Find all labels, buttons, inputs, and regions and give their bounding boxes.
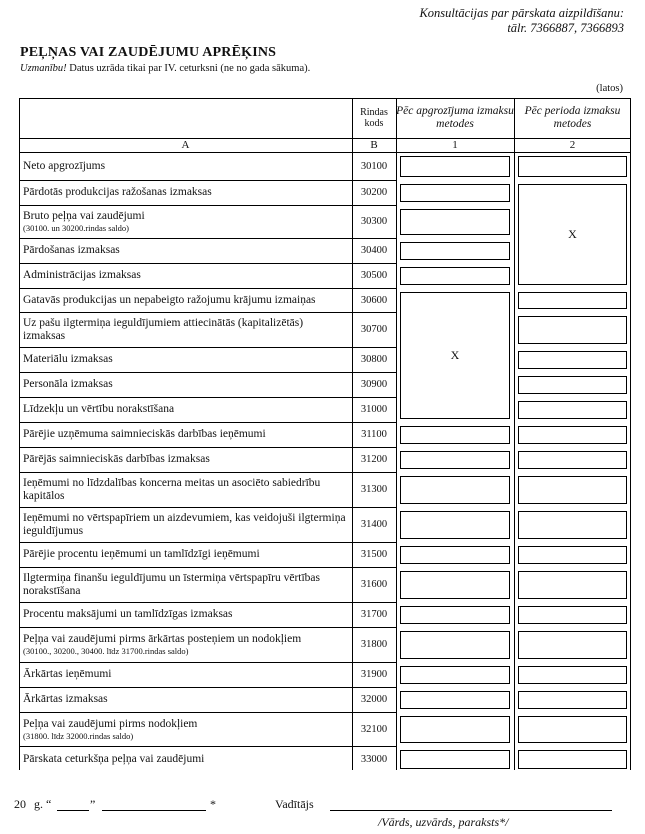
- value-input-col1[interactable]: [401, 185, 510, 202]
- value-input-col2[interactable]: [519, 452, 627, 469]
- value-input-col1[interactable]: [401, 572, 510, 599]
- row-label: [19, 397, 352, 422]
- row-label-text: Personāla izmaksas: [23, 378, 113, 390]
- row-label: [19, 288, 352, 312]
- signer-label: Vadītājs: [275, 797, 314, 811]
- value-input-col1[interactable]: [401, 210, 510, 235]
- row-label: [19, 152, 352, 180]
- row-label: [19, 472, 352, 507]
- value-input-col1[interactable]: [401, 632, 510, 659]
- value-input-col2[interactable]: [519, 477, 627, 504]
- value-input-col2[interactable]: [519, 427, 627, 444]
- warning-text: Datus uzrāda tikai par IV. ceturksni (ne no gada sākuma).: [69, 63, 311, 74]
- row-label-text: Uz pašu ilgtermiņa ieguldījumiem attiecinātās (kapitalizētās) izmaksas: [23, 316, 304, 342]
- value-input-col2[interactable]: [519, 547, 627, 564]
- row-label: [19, 687, 352, 712]
- row-code: 31700: [360, 609, 388, 620]
- row-label: [19, 312, 352, 347]
- row-label: [19, 627, 352, 662]
- value-input-col1[interactable]: [401, 547, 510, 564]
- profit-loss-table: [19, 98, 631, 770]
- row-label-text: Administrācijas izmaksas: [23, 269, 141, 281]
- units-note: (latos): [596, 83, 623, 94]
- date-year: 20: [14, 797, 26, 811]
- consultation-line: Konsultācijas par pārskata aizpildīšanu:: [419, 6, 624, 20]
- row-label: [19, 180, 352, 205]
- row-label: [19, 447, 352, 472]
- row-label-text: Materiālu izmaksas: [23, 353, 113, 365]
- row-label-text: Ilgtermiņa finanšu ieguldījumu un īstermiņa vērtspapīru vērtības norakstīšana: [23, 571, 321, 597]
- row-label: [19, 422, 352, 447]
- row-code: 30700: [360, 324, 388, 335]
- row-label: [19, 372, 352, 397]
- col-letter-a: A: [181, 139, 190, 151]
- row-label-text: Pārdošanas izmaksas: [23, 244, 120, 256]
- row-code: 31600: [360, 579, 388, 590]
- date-quote-close: ”: [90, 797, 96, 811]
- row-code: 31100: [361, 429, 387, 440]
- value-input-col2[interactable]: [519, 717, 627, 743]
- row-label-text: Gatavās produkcijas un nepabeigto ražojumu krājumu izmaiņas: [23, 293, 316, 306]
- row-code: 31400: [360, 519, 388, 530]
- col-letter-b: B: [370, 139, 378, 151]
- value-input-col1[interactable]: [401, 243, 510, 260]
- value-input-col2[interactable]: [519, 317, 627, 344]
- date-month-field[interactable]: [102, 810, 206, 811]
- row-code: 32000: [360, 694, 388, 705]
- value-input-col1[interactable]: [401, 477, 510, 504]
- row-label-note: (30100., 30200., 30400. līdz 31700.rindas saldo): [23, 646, 189, 656]
- value-input-col1[interactable]: [401, 717, 510, 743]
- row-code: 30400: [360, 245, 388, 256]
- value-input-col2[interactable]: [519, 402, 627, 419]
- value-input-col2[interactable]: [519, 377, 627, 394]
- row-code: 31200: [360, 454, 388, 465]
- row-code: 30300: [360, 216, 388, 227]
- row-label-text: Procentu maksājumi un tamlīdzīgas izmaksas: [23, 608, 233, 620]
- value-input-col2[interactable]: [519, 607, 627, 624]
- col-code-header: Rindas kods: [360, 107, 388, 129]
- consultation-phones: tālr. 7366887, 7366893: [507, 21, 624, 35]
- row-label-text: Ārkārtas izmaksas: [23, 693, 108, 705]
- value-input-col1[interactable]: [401, 427, 510, 444]
- row-label: [19, 746, 352, 772]
- row-label-note: (30100. un 30200.rindas saldo): [23, 223, 130, 233]
- col2-header: Pēc perioda izmaksu metodes: [524, 105, 621, 130]
- value-input-col1[interactable]: [401, 607, 510, 624]
- value-input-col2[interactable]: [519, 512, 627, 539]
- date-day-field[interactable]: [57, 810, 89, 811]
- row-label: [19, 263, 352, 288]
- value-input-col1[interactable]: [401, 452, 510, 469]
- row-label: [19, 542, 352, 567]
- row-code: 31300: [360, 484, 388, 495]
- row-label: [19, 567, 352, 602]
- signature-caption: /Vārds, uzvārds, paraksts*/: [378, 815, 509, 829]
- value-input-col2[interactable]: [519, 157, 627, 177]
- row-code: 30100: [360, 160, 388, 172]
- row-label: [19, 347, 352, 372]
- row-code: 30500: [360, 270, 388, 281]
- value-input-col1[interactable]: [401, 157, 510, 177]
- row-label-text: Peļņa vai zaudējumi pirms nodokļiem: [23, 717, 198, 730]
- value-input-col2[interactable]: [519, 692, 627, 709]
- row-label: [19, 507, 352, 542]
- row-label-text: Pārskata ceturkšņa peļņa vai zaudējumi: [23, 752, 205, 765]
- value-input-col1[interactable]: [401, 512, 510, 539]
- row-code: 31500: [360, 549, 388, 560]
- col-letter-2: 2: [569, 139, 576, 151]
- row-label: [19, 238, 352, 263]
- row-code: 31000: [360, 404, 388, 415]
- row-code: 31800: [360, 639, 388, 650]
- value-input-col2[interactable]: [519, 667, 627, 684]
- row-label-text: Bruto peļņa vai zaudējumi: [23, 210, 145, 222]
- row-label: [19, 205, 352, 238]
- row-label: [19, 712, 352, 746]
- consultation-info: [419, 6, 624, 36]
- value-input-col1[interactable]: [401, 692, 510, 709]
- value-input-col2[interactable]: [519, 572, 627, 599]
- signature-field[interactable]: [330, 810, 612, 811]
- date-star: *: [210, 797, 216, 811]
- col-letter-1: 1: [452, 139, 458, 151]
- row-label-note: (31800. līdz 32000.rindas saldo): [23, 730, 134, 741]
- row-code: 30800: [360, 354, 388, 365]
- row-label-text: Pārējie uzņēmuma saimnieciskās darbības ieņēmumi: [23, 428, 266, 440]
- row-label-text: Līdzekļu un vērtību norakstīšana: [23, 403, 175, 415]
- not-applicable-mark-col2: X: [568, 226, 577, 241]
- row-label-text: Pārdotās produkcijas ražošanas izmaksas: [23, 186, 212, 198]
- row-label-text: Ārkārtas ieņēmumi: [23, 668, 112, 680]
- row-label-text: Ieņēmumi no vērtspapīriem un aizdevumiem, kas veidojuši ilgtermiņa ieguldījumus: [23, 511, 346, 537]
- row-code: 32100: [360, 723, 388, 735]
- row-label: [19, 662, 352, 687]
- row-label-text: Peļņa vai zaudējumi pirms ārkārtas posteņiem un nodokļiem: [23, 633, 302, 645]
- value-input-col2[interactable]: [519, 293, 627, 309]
- value-input-col1[interactable]: [401, 667, 510, 684]
- row-code: 31900: [360, 669, 388, 680]
- row-code: 30200: [360, 187, 388, 198]
- page-title: PEĻŅAS VAI ZAUDĒJUMU APRĒĶINS: [20, 45, 277, 60]
- row-code: 33000: [360, 753, 388, 765]
- date-g: g. “: [34, 797, 52, 811]
- warning-label: Uzmanību!: [20, 63, 67, 74]
- row-label: [19, 602, 352, 627]
- value-input-col2[interactable]: [519, 632, 627, 659]
- not-applicable-mark-col1: X: [450, 347, 460, 362]
- row-label-text: Neto apgrozījums: [23, 159, 106, 172]
- row-code: 30900: [360, 379, 388, 390]
- value-input-col2[interactable]: [519, 751, 627, 769]
- row-label-text: Pārējie procentu ieņēmumi un tamlīdzīgi ieņēmumi: [23, 548, 260, 560]
- row-label-text: Ieņēmumi no līdzdalības koncerna meitas un asociēto sabiedrību kapitālos: [23, 476, 321, 502]
- row-code: 30600: [360, 294, 388, 306]
- value-input-col1[interactable]: [401, 268, 510, 285]
- warning-note: [20, 63, 310, 74]
- row-label-text: Pārējās saimnieciskās darbības izmaksas: [23, 453, 210, 465]
- value-input-col1[interactable]: [401, 751, 510, 769]
- col1-header: Pēc apgrozījuma izmaksu metodes: [396, 105, 514, 130]
- value-input-col2[interactable]: [519, 352, 627, 369]
